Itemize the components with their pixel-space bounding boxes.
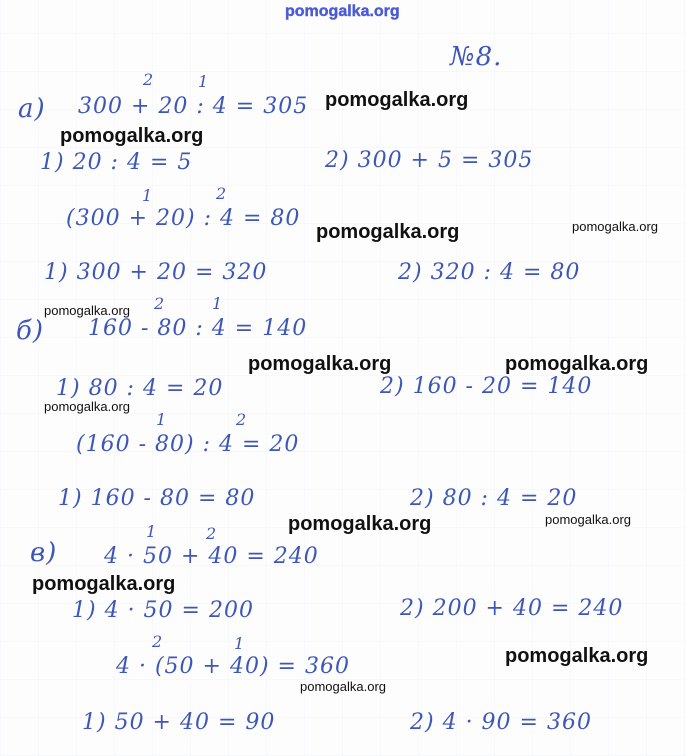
part-a-expr1-order-1: 2 — [143, 70, 154, 89]
part-a-step2-2: 2) 320 : 4 = 80 — [398, 260, 581, 285]
part-b-step2-2: 2) 80 : 4 = 20 — [410, 486, 578, 511]
watermark: pomogalka.org — [288, 513, 432, 535]
part-c-expr2-order-1: 2 — [152, 632, 163, 651]
watermark: pomogalka.org — [572, 219, 658, 234]
part-b-expr2-order-1: 1 — [156, 410, 167, 429]
part-a-expression-1: 300 + 20 : 4 = 305 — [78, 94, 309, 119]
part-a-expression-2: (300 + 20) : 4 = 80 — [66, 206, 301, 231]
part-a-expr2-order-2: 2 — [216, 184, 227, 203]
watermark: pomogalka.org — [545, 512, 631, 527]
part-c-expr1-order-2: 2 — [206, 524, 217, 543]
part-b-expression-2: (160 - 80) : 4 = 20 — [76, 432, 300, 457]
watermark: pomogalka.org — [44, 303, 130, 318]
part-c-step2-1: 1) 50 + 40 = 90 — [82, 710, 276, 735]
part-c-expr2-order-2: 1 — [234, 634, 245, 653]
problem-number: №8. — [450, 42, 503, 72]
part-c-step1-2: 2) 200 + 40 = 240 — [400, 596, 624, 621]
watermark: pomogalka.org — [316, 221, 460, 243]
part-b-step2-1: 1) 160 - 80 = 80 — [58, 486, 256, 511]
watermark: pomogalka.org — [32, 573, 176, 595]
watermark: pomogalka.org — [44, 399, 130, 414]
part-a-expr2-order-1: 1 — [142, 186, 153, 205]
part-a-step2-1: 1) 300 + 20 = 320 — [44, 260, 268, 285]
watermark: pomogalka.org — [325, 89, 469, 111]
watermark: pomogalka.org — [300, 679, 386, 694]
part-a-label: а) — [18, 94, 46, 124]
part-a-step1-2: 2) 300 + 5 = 305 — [325, 148, 534, 173]
part-b-expr1-order-2: 1 — [212, 294, 223, 313]
watermark: pomogalka.org — [248, 353, 392, 375]
part-c-expression-2: 4 · (50 + 40) = 360 — [116, 654, 350, 679]
part-b-label: б) — [16, 316, 45, 346]
watermark: pomogalka.org — [60, 125, 204, 147]
part-c-expression-1: 4 · 50 + 40 = 240 — [104, 544, 319, 569]
watermark: pomogalka.org — [505, 645, 649, 667]
part-a-step1-1: 1) 20 : 4 = 5 — [40, 150, 193, 175]
part-b-step1-2: 2) 160 - 20 = 140 — [380, 374, 593, 399]
part-c-expr1-order-1: 1 — [146, 522, 157, 541]
part-a-expr1-order-2: 1 — [198, 72, 209, 91]
part-b-expr1-order-1: 2 — [154, 294, 165, 313]
header-watermark: pomogalka.org — [285, 3, 400, 20]
part-b-expr2-order-2: 2 — [236, 410, 247, 429]
watermark: pomogalka.org — [505, 353, 649, 375]
part-c-step1-1: 1) 4 · 50 = 200 — [72, 598, 254, 623]
part-c-step2-2: 2) 4 · 90 = 360 — [410, 710, 592, 735]
part-c-label: в) — [30, 538, 58, 568]
part-b-expression-1: 160 - 80 : 4 = 140 — [88, 316, 308, 341]
part-b-step1-1: 1) 80 : 4 = 20 — [56, 376, 224, 401]
